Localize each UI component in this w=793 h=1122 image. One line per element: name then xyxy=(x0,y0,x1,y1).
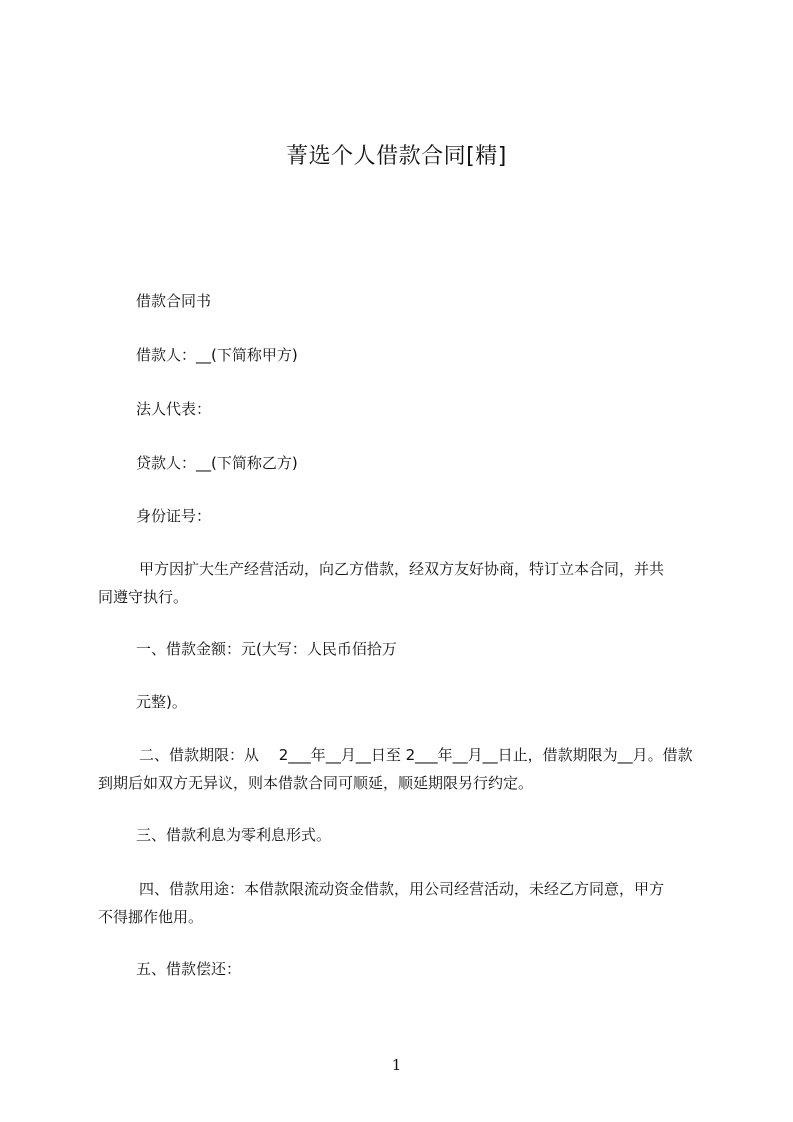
paragraph-loan-amount-end xyxy=(98,688,718,716)
paragraph-loan-term xyxy=(98,741,718,797)
page-number: 1 xyxy=(391,1056,402,1074)
paragraph-line: 五、借款偿还： xyxy=(136,960,242,978)
paragraph-line: 借款人：__(下简称甲方) xyxy=(136,346,298,364)
paragraph-loan-purpose xyxy=(98,875,718,931)
paragraph-id-number xyxy=(98,502,718,530)
paragraph-loan-amount xyxy=(98,635,718,663)
paragraph-line: 到期后如双方无异议，则本借款合同可顺延，顺延期限另行约定。 xyxy=(98,774,534,792)
paragraph-line: 甲方因扩大生产经营活动，向乙方借款，经双方友好协商，特订立本合同，并共 xyxy=(139,560,665,578)
paragraph-interest xyxy=(98,821,718,849)
paragraph-line: 二、借款期限：从 2___年__月__日至 2___年__月__日止，借款期限为__月。借款 xyxy=(139,746,693,764)
paragraph-line: 不得挪作他用。 xyxy=(98,908,204,926)
paragraph-line: 元整)。 xyxy=(136,693,187,711)
paragraph-contract-heading xyxy=(98,287,718,315)
paragraph-repayment xyxy=(98,955,718,983)
paragraph-line: 借款合同书 xyxy=(136,292,212,310)
paragraph-lender xyxy=(98,449,718,477)
paragraph-preamble xyxy=(98,555,718,611)
paragraph-line: 一、借款金额：元(大写：人民币佰拾万 xyxy=(136,640,397,658)
paragraph-legal-representative xyxy=(98,395,718,423)
paragraph-line: 身份证号： xyxy=(136,507,212,525)
paragraph-borrower xyxy=(98,341,718,369)
paragraph-line: 四、借款用途：本借款限流动资金借款，用公司经营活动，未经乙方同意，甲方 xyxy=(139,880,665,898)
document-title: 菁选个人借款合同[精] xyxy=(286,144,507,169)
paragraph-line: 三、借款利息为零利息形式。 xyxy=(136,826,332,844)
paragraph-line: 同遵守执行。 xyxy=(98,588,189,606)
paragraph-line: 贷款人：__(下简称乙方) xyxy=(136,454,298,472)
paragraph-line: 法人代表： xyxy=(136,400,212,418)
